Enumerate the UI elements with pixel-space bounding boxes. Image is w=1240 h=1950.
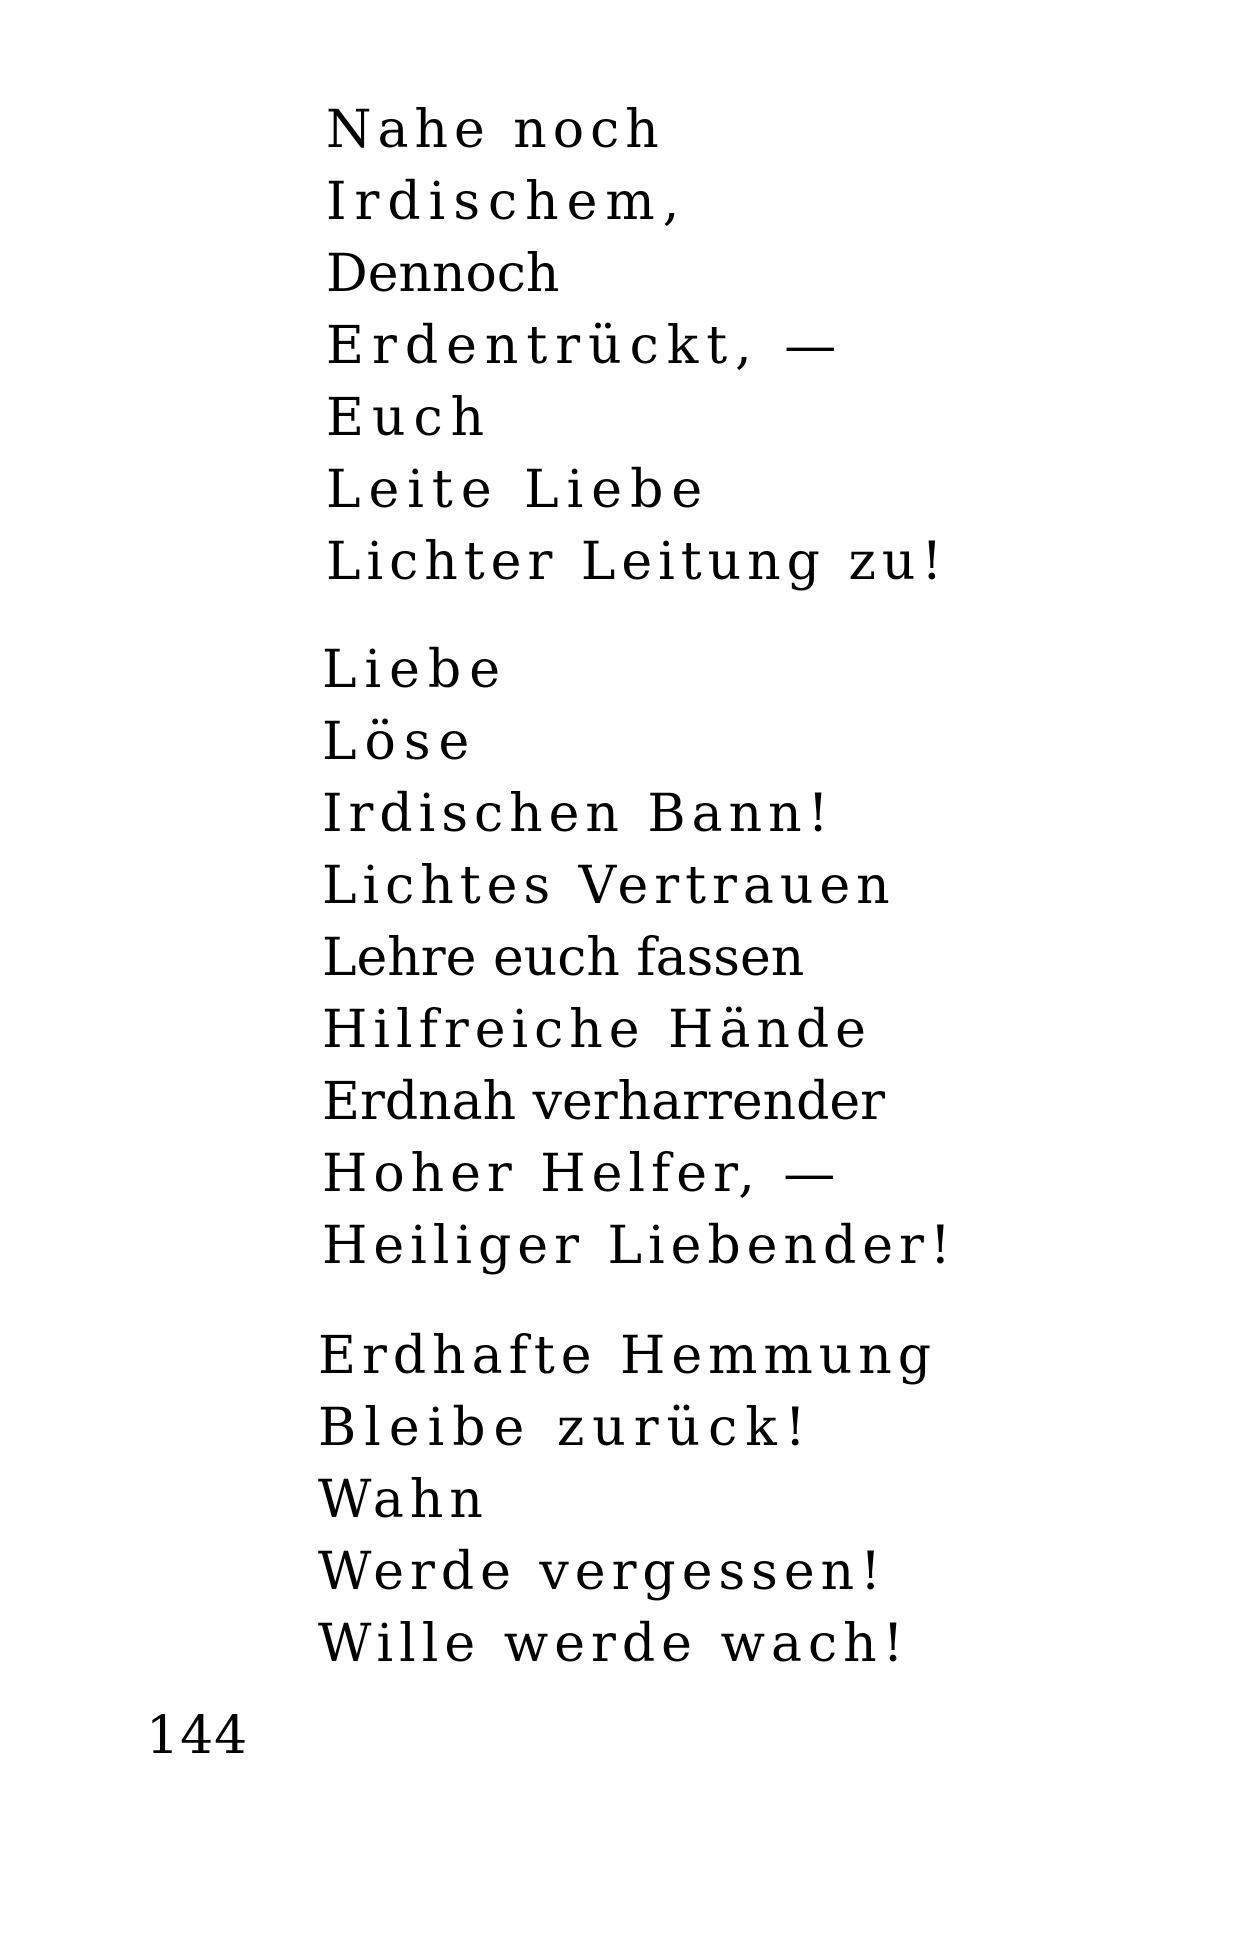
poem-line: Erdnah verharrender: [322, 1072, 886, 1132]
page-number: 144: [146, 1706, 249, 1766]
poem-line: Dennoch: [326, 244, 560, 304]
stanza-2: [322, 634, 957, 1282]
stanza-1: [326, 94, 948, 598]
poem-line: Liebe: [322, 640, 508, 700]
poem-line: Irdischem,: [326, 172, 688, 232]
poem-line: Bleibe zurück!: [318, 1398, 814, 1458]
poem-line: Werde vergessen!: [318, 1542, 888, 1602]
poem-line: Erdentrückt, —: [326, 316, 845, 376]
poem-line: Wahn: [318, 1470, 489, 1530]
poem-line: Erdhafte Hemmung: [318, 1326, 938, 1386]
poem-line: Leite Liebe: [326, 460, 711, 520]
poem-line: Lichtes Vertrauen: [322, 856, 896, 916]
poem-line: Wille werde wach!: [318, 1614, 910, 1674]
stanza-3: [318, 1320, 937, 1680]
poem-line: Hoher Helfer, —: [322, 1144, 842, 1204]
poem-line: Nahe noch: [326, 100, 665, 160]
poem-line: Lehre euch fassen: [322, 928, 805, 988]
poem-line: Irdischen Bann!: [322, 784, 835, 844]
poem-line: Löse: [322, 712, 478, 772]
poem-line: Heiliger Liebender!: [322, 1216, 957, 1276]
poem-line: Euch: [326, 388, 493, 448]
poem-line: Lichter Leitung zu!: [326, 532, 949, 592]
poem-line: Hilfreiche Hände: [322, 1000, 872, 1060]
